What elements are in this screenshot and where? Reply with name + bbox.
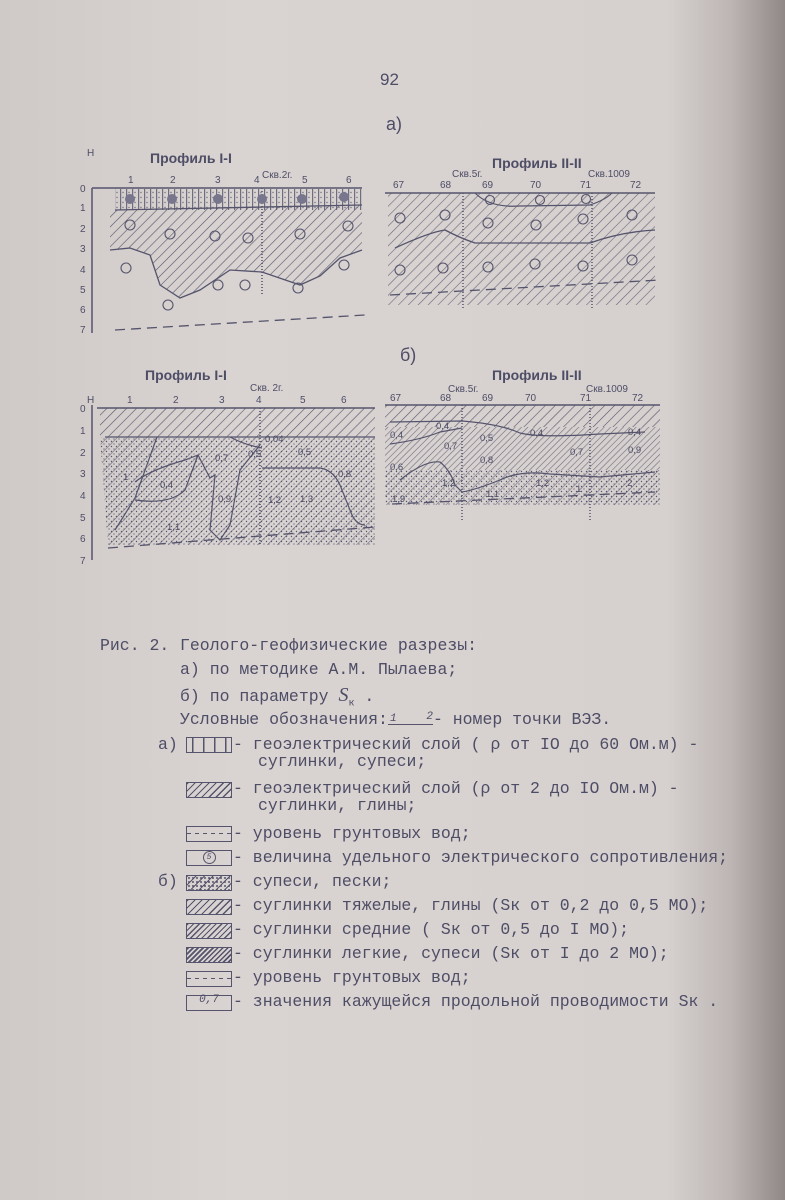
ves-point: 4 xyxy=(256,395,262,406)
ves-point: 1 xyxy=(127,395,133,406)
legend-point-1: 1 xyxy=(389,713,397,725)
legend-text: - суглинки легкие, супеси (Sк от I до 2 МО); xyxy=(233,944,669,963)
sk-value: 0,8 xyxy=(338,469,352,480)
sk-value: 0,4 xyxy=(390,430,404,441)
sk-value: 0,4 xyxy=(436,421,450,432)
diagram-a-profile-2 xyxy=(385,155,660,310)
legend-swatch-dotted xyxy=(186,737,232,753)
ves-point: 69 xyxy=(482,393,494,404)
ves-point: 2 xyxy=(170,175,176,186)
depth-tick: 0 xyxy=(80,404,86,415)
resistivity-circle-icon: 5 xyxy=(203,851,216,864)
well-label: Скв.5г. xyxy=(452,169,483,180)
ves-point: 67 xyxy=(393,180,405,191)
ves-point: 67 xyxy=(390,393,402,404)
ves-point: 70 xyxy=(530,180,542,191)
part-b-label: б) xyxy=(400,345,417,365)
sk-value: 1 xyxy=(576,484,582,495)
well-label: Скв.2г. xyxy=(262,170,293,181)
legend-swatch-groundwater xyxy=(186,971,232,987)
depth-tick: 7 xyxy=(80,556,86,567)
depth-tick: 0 xyxy=(80,184,86,195)
ves-point: 3 xyxy=(219,395,225,406)
legend-swatch-resistivity xyxy=(186,850,232,866)
sk-value: 0,4 xyxy=(628,427,642,438)
legend-text: - величина удельного электрического сопротивления; xyxy=(233,848,729,867)
legend-swatch-sand xyxy=(186,875,232,891)
sk-value: 0,6 xyxy=(390,462,404,473)
legend-swatch-heavy-loam xyxy=(186,899,232,915)
legend-swatch-medium-loam xyxy=(186,923,232,939)
sk-value: 0,4 xyxy=(530,428,544,439)
ves-point: 1 xyxy=(128,175,134,186)
caption-item-b-end: . xyxy=(364,687,375,706)
legend-point-2: 2 xyxy=(426,711,433,723)
ves-point: 6 xyxy=(346,175,352,186)
legend-group-b: б) xyxy=(158,872,178,891)
diagram-a-profile-1 xyxy=(80,148,365,336)
legend-text: - суглинки тяжелые, глины (Sк от 0,2 до 0,5 МО); xyxy=(233,896,709,915)
sk-value: 0,7 xyxy=(570,447,584,458)
legend-text: - уровень грунтовых вод; xyxy=(233,968,471,987)
legend-text: - уровень грунтовых вод; xyxy=(233,824,471,843)
ves-point: 6 xyxy=(341,395,347,406)
sk-value: 0,4 xyxy=(160,480,174,491)
legend-point-text: - номер точки ВЭЗ. xyxy=(432,710,612,729)
legend-text: - геоэлектрический слой ( ρ от IO до 60 Ом.м) - xyxy=(233,735,699,754)
ves-point: 71 xyxy=(580,180,592,191)
depth-tick: 5 xyxy=(80,285,86,296)
legend-title-row xyxy=(180,710,611,730)
figure-title: Геолого-геофизические разрезы: xyxy=(180,636,478,655)
legend-group-a: а) xyxy=(158,735,178,754)
ves-point: 2 xyxy=(173,395,179,406)
legend-text: - супеси, пески; xyxy=(233,872,392,891)
sk-value: 0,5 xyxy=(298,447,312,458)
sk-value: 0,04 xyxy=(265,434,284,445)
axis-label: Н xyxy=(87,148,95,159)
sk-value: 0,7 xyxy=(215,453,229,464)
ves-point: 5 xyxy=(302,175,308,186)
profile-title: Профиль I-I xyxy=(150,150,232,166)
legend-swatch-groundwater xyxy=(186,826,232,842)
legend-title: Условные обозначения: xyxy=(180,710,388,729)
depth-tick: 4 xyxy=(80,491,86,502)
sk-value: 0,7 xyxy=(444,441,458,452)
ves-point: 71 xyxy=(580,393,592,404)
sk-value: 0,8 xyxy=(480,455,494,466)
well-label: Скв.1009 xyxy=(586,384,628,395)
profile-title: Профиль II-II xyxy=(492,155,582,171)
sk-value: 1 xyxy=(123,472,129,483)
sk-value: 0,5 xyxy=(480,433,494,444)
caption-item-a: а) по методике А.М. Пылаева; xyxy=(180,660,458,679)
sk-value: 1,1 xyxy=(486,489,500,500)
legend-text: - значения кажущейся продольной проводимости Sк . xyxy=(233,992,719,1011)
ves-point: 72 xyxy=(632,393,644,404)
depth-tick: 4 xyxy=(80,265,86,276)
well-label: Скв.1009 xyxy=(588,169,630,180)
sk-value: 0,9 xyxy=(628,445,642,456)
depth-tick: 1 xyxy=(80,203,86,214)
page-number: 92 xyxy=(380,70,399,89)
depth-tick: 6 xyxy=(80,305,86,316)
axis-label: Н xyxy=(87,395,95,406)
part-a-label: а) xyxy=(386,114,403,134)
ves-point: 69 xyxy=(482,180,494,191)
ves-point: 72 xyxy=(630,180,642,191)
sk-value: 1,3 xyxy=(300,494,314,505)
ves-point: 3 xyxy=(215,175,221,186)
legend-text: суглинки, глины; xyxy=(258,796,417,815)
sk-value: 1,2 xyxy=(268,495,282,506)
ves-point: 5 xyxy=(300,395,306,406)
profile-title: Профиль II-II xyxy=(492,367,582,383)
sk-value: 0,5 xyxy=(248,449,262,460)
sk-value: 1,9 xyxy=(392,494,406,505)
sk-value: 2 xyxy=(627,478,633,489)
legend-text: суглинки, супеси; xyxy=(258,752,427,771)
depth-tick: 3 xyxy=(80,244,86,255)
legend-text: - суглинки средние ( Sк от 0,5 до I МО); xyxy=(233,920,630,939)
depth-tick: 7 xyxy=(80,325,86,336)
legend-text: - геоэлектрический слой (ρ от 2 до IO Ом.м) - xyxy=(233,779,679,798)
sk-value-sample: 0,7 xyxy=(199,994,219,1006)
sk-subscript: к xyxy=(348,698,355,710)
profile-title: Профиль I-I xyxy=(145,367,227,383)
legend-swatch-light-loam xyxy=(186,947,232,963)
sk-value: 1,2 xyxy=(536,478,550,489)
sk-symbol: S xyxy=(338,684,349,706)
well-label: Скв. 2г. xyxy=(250,383,284,394)
depth-tick: 5 xyxy=(80,513,86,524)
depth-tick: 1 xyxy=(80,426,86,437)
ves-point: 70 xyxy=(525,393,537,404)
well-label: Скв.5г. xyxy=(448,384,479,395)
legend-swatch-hatched xyxy=(186,782,232,798)
caption-item-b-text: б) по параметру xyxy=(180,687,329,706)
figure-number: Рис. 2. xyxy=(100,636,170,655)
sk-value: 1,1 xyxy=(167,522,181,533)
diagram-b-profile-1 xyxy=(80,367,375,567)
depth-tick: 2 xyxy=(80,448,86,459)
sk-value: 1,2 xyxy=(442,478,456,489)
legend-swatch-sk-value xyxy=(186,995,232,1011)
diagram-b-profile-2 xyxy=(385,367,660,520)
ves-point: 4 xyxy=(254,175,260,186)
sk-value: 0,9 xyxy=(218,494,232,505)
depth-tick: 3 xyxy=(80,469,86,480)
ves-point: 68 xyxy=(440,393,452,404)
depth-tick: 6 xyxy=(80,534,86,545)
depth-tick: 2 xyxy=(80,224,86,235)
ves-point: 68 xyxy=(440,180,452,191)
